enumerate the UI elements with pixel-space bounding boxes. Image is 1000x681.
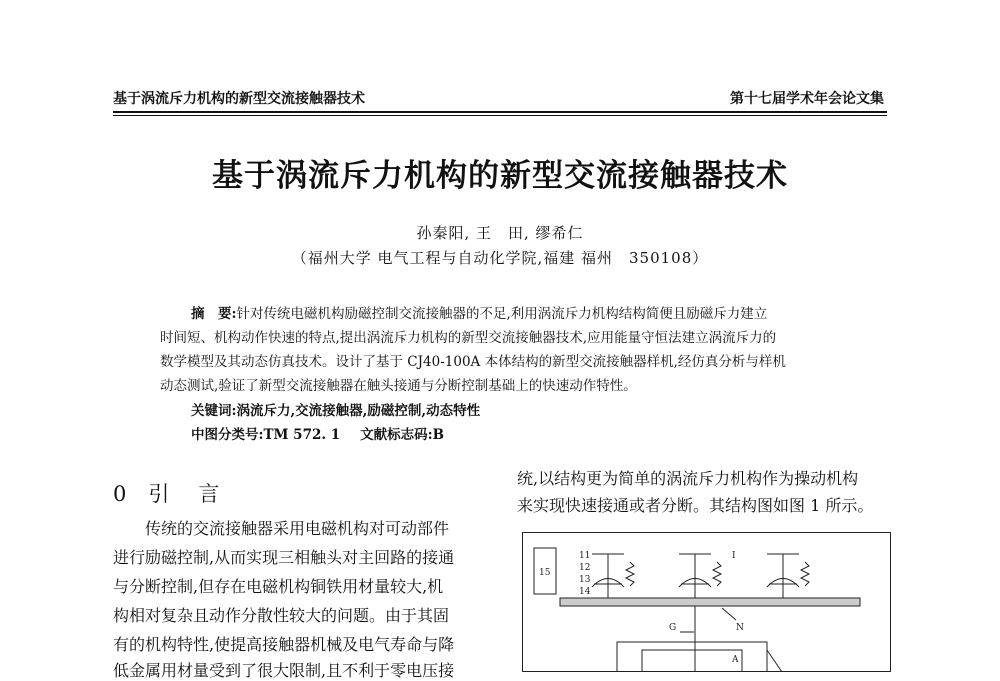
running-header-left: 基于涡流斥力机构的新型交流接触器技术	[113, 91, 365, 107]
section-number: 0	[113, 482, 131, 506]
body-line: 进行励磁控制,从而实现三相触头对主回路的接通	[113, 548, 455, 567]
drive-mechanism	[617, 642, 767, 672]
label-11: 11	[579, 551, 591, 561]
figure-1-structure-diagram	[522, 532, 891, 672]
section-heading	[113, 478, 223, 508]
author-list: 孙秦阳, 王 田, 缪希仁	[416, 224, 584, 242]
label-G: G	[669, 623, 677, 633]
section-title: 引 言	[148, 482, 224, 506]
header-rule-thick	[113, 111, 887, 113]
header-rule-thin	[113, 115, 887, 116]
document-code: 文献标志码:B	[360, 427, 445, 443]
contact-assembly-1	[592, 554, 634, 600]
body-line: 统,以结构更为简单的涡流斥力机构作为操动机构	[517, 469, 859, 488]
body-line: 与分断控制,但存在电磁机构铜铁用材量较大,机	[113, 577, 444, 596]
label-14: 14	[579, 587, 591, 597]
abstract-line: 数学模型及其动态仿真技术。设计了基于 CJ40-100A 本体结构的新型交流接触器样机,经仿真分析与样机	[160, 354, 786, 370]
label-I: I	[732, 551, 736, 561]
label-13: 13	[579, 575, 591, 585]
abstract-line	[191, 302, 767, 322]
body-line: 构相对复杂且动作分散性较大的问题。由于其固	[113, 606, 450, 625]
body-line: 有的机构特性,使提高接触器机械及电气寿命与降	[113, 635, 455, 654]
affiliation: （福州大学 电气工程与自动化学院,福建 福州 350108）	[291, 249, 709, 267]
crossbar	[560, 598, 860, 606]
label-N: N	[736, 623, 744, 633]
abstract-text: 针对传统电磁机构励磁控制交流接触器的不足,利用涡流斥力机构结构简便且励磁斥力建立	[236, 306, 768, 322]
label-15: 15	[539, 568, 551, 578]
classification-line	[191, 423, 444, 443]
body-line: 来实现快速接通或者分断。其结构图如图 1 所示。	[517, 496, 874, 515]
contact-assembly-3	[767, 554, 809, 600]
paper-title: 基于涡流斥力机构的新型交流接触器技术	[212, 158, 788, 194]
label-A: A	[732, 655, 739, 665]
running-header-right: 第十七届学术年会论文集	[730, 91, 884, 107]
repulsion-coil	[642, 650, 742, 672]
body-line: 传统的交流接触器采用电磁机构对可动部件	[145, 519, 450, 538]
abstract-line: 时间短、机构动作快速的特点,提出涡流斥力机构的新型交流接触器技术,应用能量守恒法建立涡流斥力的	[160, 330, 777, 346]
body-line: 低金属用材量受到了很大限制,且不利于零电压接	[113, 661, 455, 680]
clc-number: 中图分类号:TM 572. 1	[191, 427, 341, 443]
label-12: 12	[579, 563, 591, 573]
contact-assembly-2	[679, 554, 721, 600]
abstract-label: 摘 要:	[191, 306, 237, 322]
abstract-line: 动态测试,验证了新型交流接触器在触头接通与分断控制基础上的快速动作特性。	[160, 378, 637, 394]
keywords-line: 关键词:涡流斥力,交流接触器,励磁控制,动态特性	[191, 403, 481, 419]
